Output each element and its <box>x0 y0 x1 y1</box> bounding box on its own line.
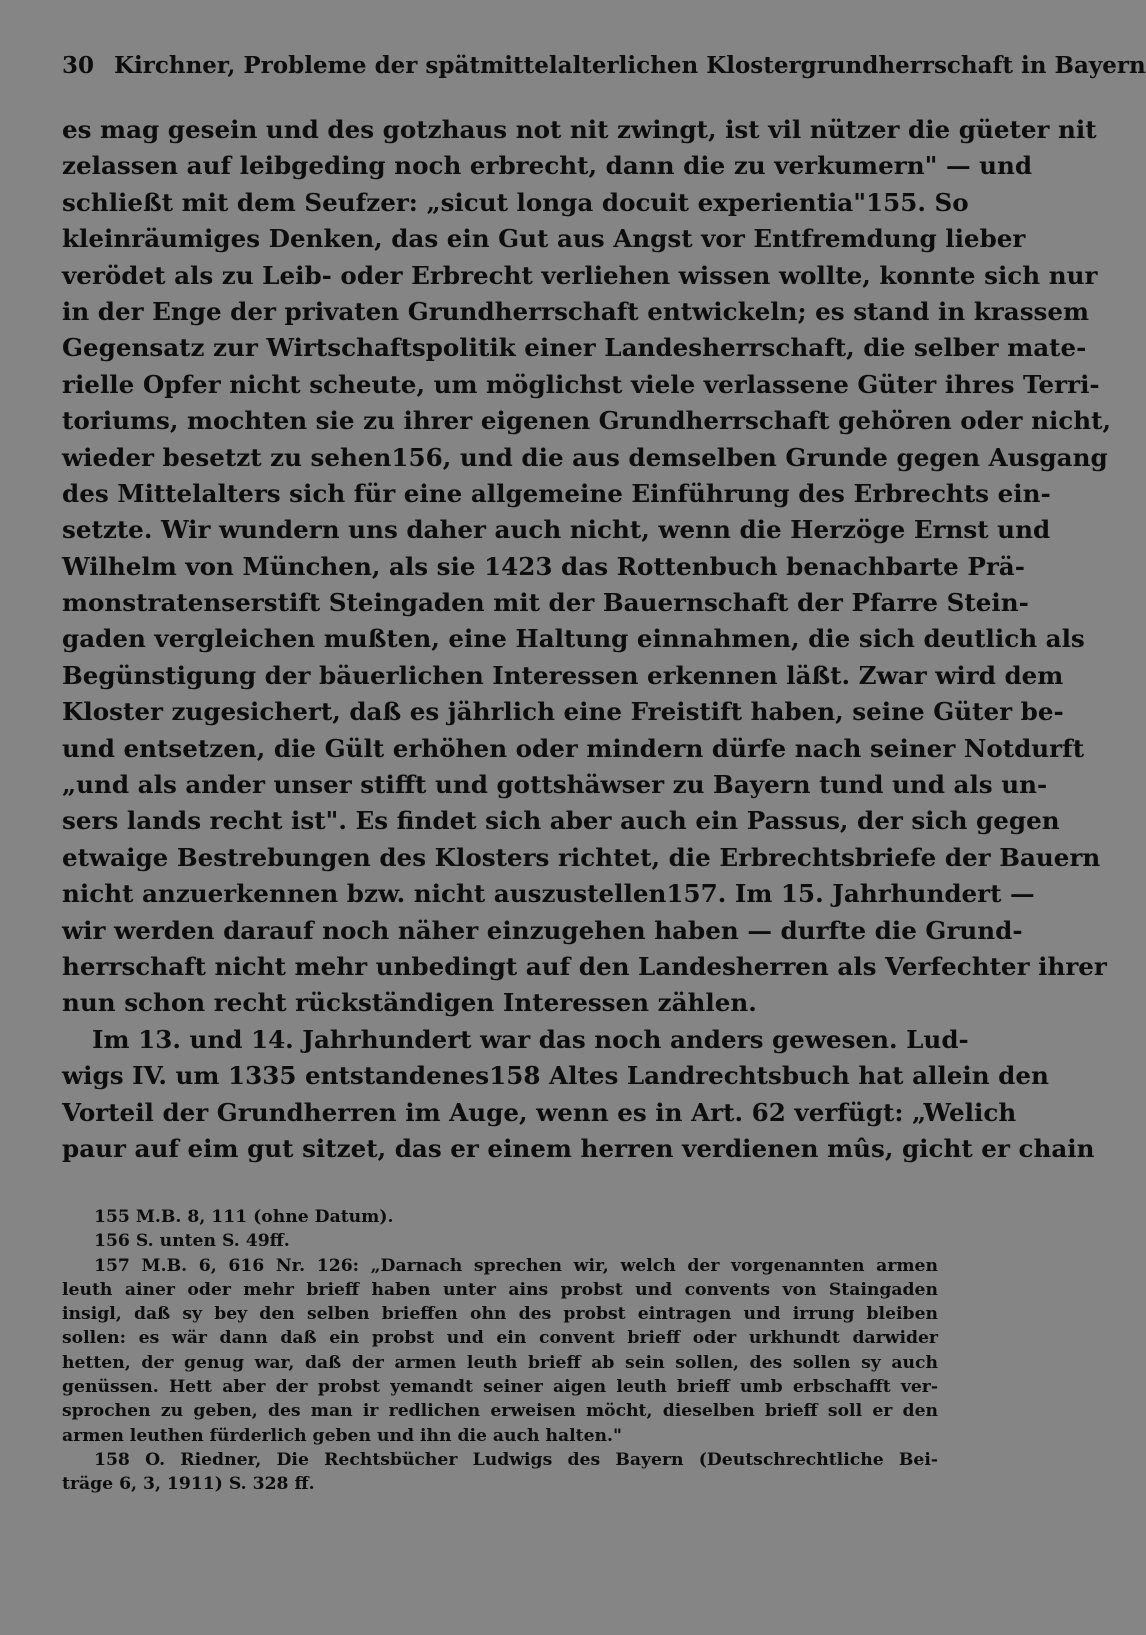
body-line: Begünstigung der bäuerlichen Interessen erkennen läßt. Zwar wird dem <box>62 660 1064 690</box>
body-line: Gegensatz zur Wirtschaftspolitik einer Landesherrschaft, die selber mate- <box>62 333 1087 363</box>
footnote-156: 156 S. unten S. 49ff. <box>94 1231 290 1252</box>
body-line: es mag gesein und des gotzhaus not nit zwingt, ist vil nützer die güeter nit <box>62 115 1097 144</box>
body-line: Im 13. und 14. Jahrhundert war das noch anders gewesen. Lud- <box>92 1024 969 1054</box>
footnote-155: 155 M.B. 8, 111 (ohne Datum). <box>94 1207 394 1227</box>
footnote-line: träge 6, 3, 1911) S. 328 ff. <box>62 1474 315 1495</box>
footnote-line: sollen: es wär dann daß ein probst und ein convent brieff oder urkhundt darwider <box>62 1328 938 1349</box>
body-line: toriums, mochten sie zu ihrer eigenen Grundherrschaft gehören oder nicht, <box>62 406 1112 436</box>
body-text <box>62 112 1112 1167</box>
body-line: zelassen auf leibgeding noch erbrecht, dann die zu verkumern" — und <box>62 151 1033 181</box>
body-line: sers lands recht ist". Es findet sich aber auch ein Passus, der sich gegen <box>62 806 1060 836</box>
footnote-line: sprochen zu geben, des man ir redlichen erweisen möcht, dieselben brieff soll er den <box>62 1401 938 1422</box>
running-title: Kirchner, Probleme der spätmittelalterlichen Klostergrundherrschaft in Bayern <box>114 52 1146 79</box>
body-line: und entsetzen, die Gült erhöhen oder mindern dürfe nach seiner Notdurft <box>62 733 1085 763</box>
body-line: des Mittelalters sich für eine allgemeine Einführung des Erbrechts ein- <box>62 478 1051 508</box>
page-number: 30 <box>62 52 95 79</box>
footnote-line: leuth ainer oder mehr brieff haben unter ains probst und convents von Staingaden <box>62 1279 938 1300</box>
body-line: Kloster zugesichert, daß es jährlich eine Freistift haben, seine Güter be- <box>62 697 1064 727</box>
footnote-158: 158 O. Riedner, Die Rechtsbücher Ludwigs des Bayern (Deutschrechtliche Bei- <box>94 1449 938 1470</box>
footnote-line: hetten, der genug war, daß der armen leuth brieff ab sein sollen, des sollen sy auch <box>62 1352 938 1373</box>
running-header <box>62 52 1146 79</box>
body-line: verödet als zu Leib- oder Erbrecht verliehen wissen wollte, konnte sich nur <box>62 260 1098 290</box>
footnote-line: insigl, daß sy bey den selben brieffen ohn des probst eintragen und irrung bleiben <box>62 1304 938 1325</box>
body-line: nun schon recht rückständigen Interessen zählen. <box>62 988 757 1018</box>
body-line: wieder besetzt zu sehen156, und die aus demselben Grunde gegen Ausgang <box>62 442 1108 472</box>
body-line: Vorteil der Grundherren im Auge, wenn es in Art. 62 verfügt: „Welich <box>62 1097 1017 1127</box>
body-line: monstratenserstift Steingaden mit der Bauernschaft der Pfarre Stein- <box>62 588 1029 618</box>
body-line: herrschaft nicht mehr unbedingt auf den Landesherren als Verfechter ihrer <box>62 951 1107 981</box>
body-line: in der Enge der privaten Grundherrschaft entwickeln; es stand in krassem <box>62 296 1090 326</box>
body-line: setzte. Wir wundern uns daher auch nicht, wenn die Herzöge Ernst und <box>62 515 1051 545</box>
footnote-line: armen leuthen fürderlich geben und ihn die auch halten." <box>62 1425 622 1446</box>
footnote-line: genüssen. Hett aber der probst yemandt seiner aigen leuth brieff umb erbschafft ver- <box>62 1377 938 1398</box>
body-line: kleinräumiges Denken, das ein Gut aus Angst vor Entfremdung lieber <box>62 224 1026 254</box>
footnotes <box>62 1205 938 1497</box>
body-line: gaden vergleichen mußten, eine Haltung einnahmen, die sich deutlich als <box>62 624 1085 654</box>
body-line: Wilhelm von München, als sie 1423 das Rottenbuch benachbarte Prä- <box>62 551 1025 581</box>
body-line: wigs IV. um 1335 entstandenes158 Altes Landrechtsbuch hat allein den <box>62 1061 1049 1091</box>
footnote-157: 157 M.B. 6, 616 Nr. 126: „Darnach sprechen wir, welch der vorgenannten armen <box>94 1255 938 1276</box>
body-line: rielle Opfer nicht scheute, um möglichst viele verlassene Güter ihres Terri- <box>62 369 1100 399</box>
body-line: schließt mit dem Seufzer: „sicut longa docuit experientia"155. So <box>62 187 969 217</box>
body-line: paur auf eim gut sitzet, das er einem herren verdienen mûs, gicht er chain <box>62 1133 1095 1163</box>
body-line: wir werden darauf noch näher einzugehen haben — durfte die Grund- <box>62 915 1023 945</box>
body-line: nicht anzuerkennen bzw. nicht auszustellen157. Im 15. Jahrhundert — <box>62 879 1035 909</box>
body-line: etwaige Bestrebungen des Klosters richtet, die Erbrechtsbriefe der Bauern <box>62 842 1101 872</box>
body-line: „und als ander unser stifft und gottshäwser zu Bayern tund und als un- <box>62 770 1048 800</box>
